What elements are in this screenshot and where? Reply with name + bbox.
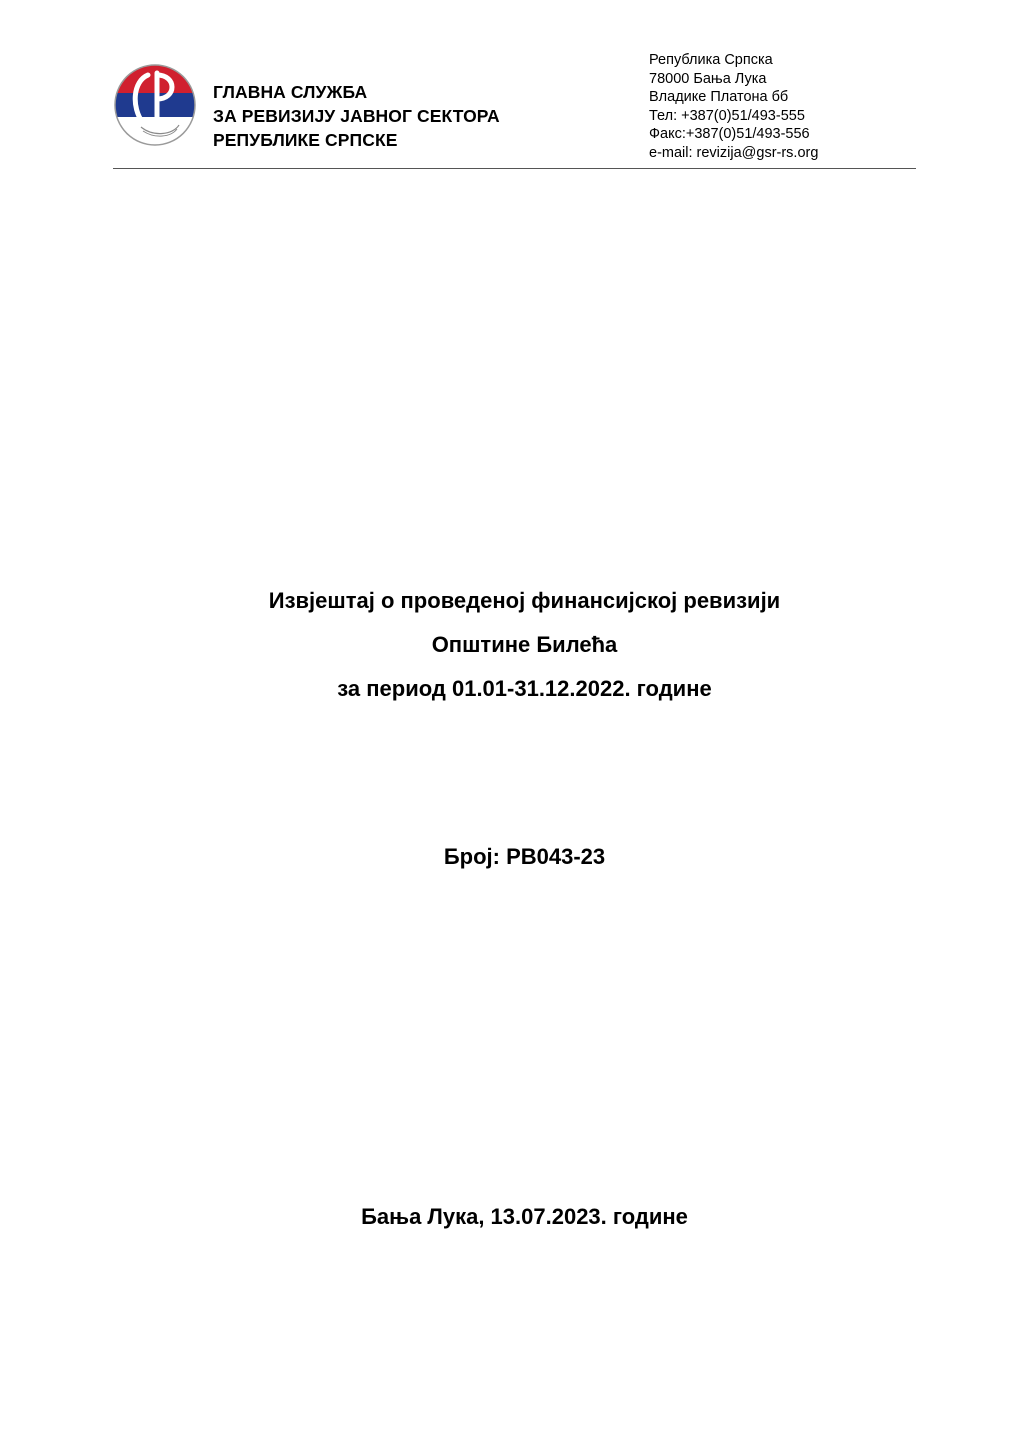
report-title-line: Извјештај о проведеној финансијској ревизији xyxy=(268,588,781,613)
organization-line: РЕПУБЛИКЕ СРПСКЕ xyxy=(213,130,398,150)
contact-block xyxy=(649,51,818,163)
report-number: Број: РВ043-23 xyxy=(443,844,606,869)
organization-line: ГЛАВНА СЛУЖБА xyxy=(213,82,368,102)
contact-city: 78000 Бања Лука xyxy=(649,70,767,87)
organization-line: ЗА РЕВИЗИЈУ ЈАВНОГ СЕКТОРА xyxy=(213,106,500,126)
report-place-date: Бања Лука, 13.07.2023. године xyxy=(361,1204,688,1229)
organization-name xyxy=(213,80,500,152)
contact-country: Република Српска xyxy=(649,52,773,68)
contact-fax: Факс:+387(0)51/493-556 xyxy=(649,126,810,143)
contact-street: Владике Платона бб xyxy=(649,89,789,106)
gsr-seal-icon xyxy=(113,63,197,147)
contact-phone: Тел: +387(0)51/493-555 xyxy=(649,107,805,124)
report-title-line: Општине Билећа xyxy=(431,632,618,657)
contact-email: e-mail: revizija@gsr-rs.org xyxy=(649,144,819,161)
header-divider xyxy=(113,168,916,169)
report-title-line: за период 01.01-31.12.2022. године xyxy=(337,676,712,701)
